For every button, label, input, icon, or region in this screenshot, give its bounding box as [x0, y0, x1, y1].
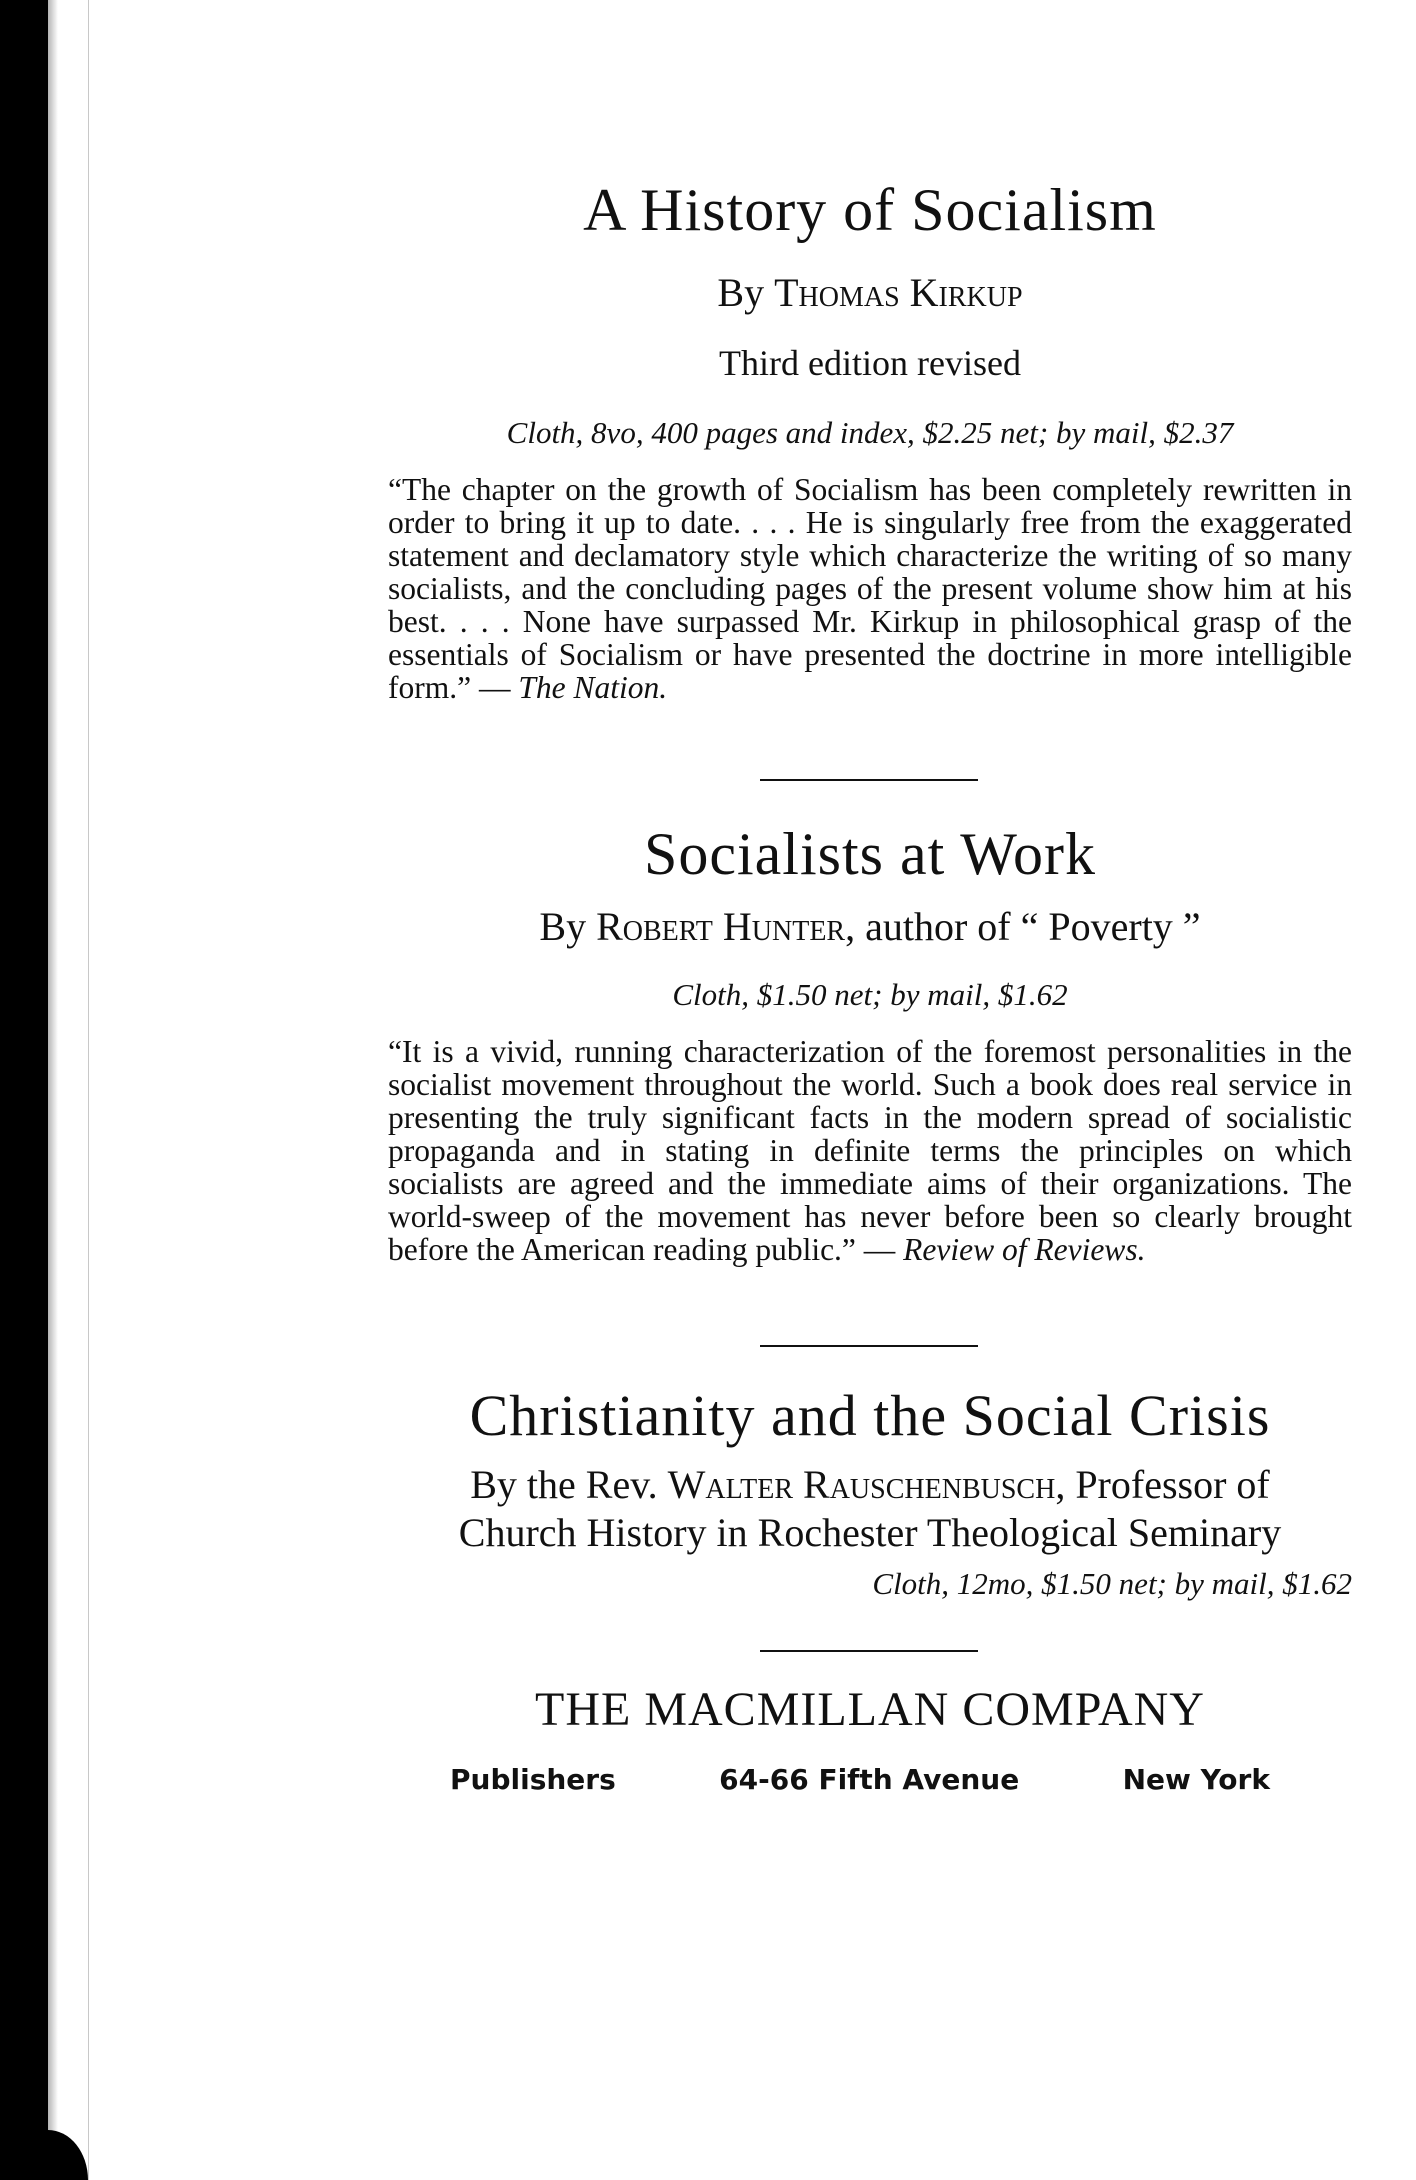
publisher-details	[450, 1762, 1270, 1798]
book-listing-1	[388, 170, 1352, 250]
publisher-address: 64-66 Fifth Avenue	[719, 1763, 1020, 1796]
book-review-2	[388, 1035, 1352, 1266]
publisher-city: New York	[1122, 1763, 1270, 1796]
quote-text: “It is a vivid, running characterization of the foremost personalities in the socialist movement throughout the world. Such a book does real service in presenting the truly significant facts in the modern spread of socialistic propaganda and in stating in definite terms the principles on which socialists are agreed and the immediate aims of their organizations. The world-sweep of the movement has never before been so clearly brought before the American reading public.” —	[388, 1034, 1352, 1267]
publisher-name: THE MACMILLAN COMPANY	[535, 1683, 1205, 1736]
author-suffix: , Professor of	[1055, 1462, 1270, 1507]
section-divider	[760, 1650, 978, 1652]
publisher-role: Publishers	[450, 1763, 616, 1796]
review-quote	[388, 473, 1352, 704]
book-author-1	[388, 268, 1352, 318]
page-margin-line	[88, 0, 89, 2180]
price-line: Cloth, 8vo, 400 pages and index, $2.25 net; by mail, $2.37	[506, 415, 1234, 450]
spine-gradient	[48, 0, 58, 2180]
book-author-affiliation-3	[388, 1508, 1352, 1558]
quote-text: “The chapter on the growth of Socialism has been completely rewritten in order to bring it up to date. . . . He is singularly free from the exaggerated statement and declamatory style which characterize the writing of so many socialists, and the concluding pages of the present volume show him at his best. . . . None have surpassed Mr. Kirkup in philosophical grasp of the essentials of Socialism or have presented the doctrine in more intelligible form.” —	[388, 472, 1352, 705]
book-title: A History of Socialism	[583, 177, 1157, 243]
spine-foot-shadow	[48, 2130, 88, 2180]
author-name: Walter Rauschenbusch	[667, 1462, 1056, 1507]
book-author-2	[388, 902, 1352, 952]
book-listing-3	[388, 1376, 1352, 1456]
section-divider	[760, 1345, 978, 1347]
book-spine-shadow	[0, 0, 48, 2180]
book-author-3	[388, 1460, 1352, 1510]
book-edition-1	[388, 340, 1352, 386]
review-quote	[388, 1035, 1352, 1266]
book-price-1	[388, 413, 1352, 453]
author-prefix: By	[539, 904, 597, 949]
book-review-1	[388, 473, 1352, 704]
book-title: Socialists at Work	[643, 821, 1097, 887]
author-suffix: , author of “ Poverty ”	[845, 904, 1201, 949]
section-divider	[760, 779, 978, 781]
quote-source: Review of Reviews.	[903, 1232, 1146, 1267]
author-name: Robert Hunter	[596, 904, 846, 949]
book-title: Christianity and the Social Crisis	[469, 1383, 1271, 1448]
book-price-2	[388, 975, 1352, 1015]
author-prefix: By	[717, 270, 775, 315]
price-line: Cloth, $1.50 net; by mail, $1.62	[672, 977, 1068, 1012]
author-name: Thomas Kirkup	[774, 270, 1023, 315]
price-line: Cloth, 12mo, $1.50 net; by mail, $1.62	[872, 1566, 1352, 1601]
book-price-3	[388, 1564, 1352, 1604]
author-affiliation: Church History in Rochester Theological Seminary	[458, 1510, 1282, 1555]
book-listing-2	[388, 814, 1352, 894]
quote-source: The Nation.	[518, 670, 668, 705]
author-prefix: By the Rev.	[470, 1462, 668, 1507]
edition-note: Third edition revised	[719, 343, 1021, 383]
